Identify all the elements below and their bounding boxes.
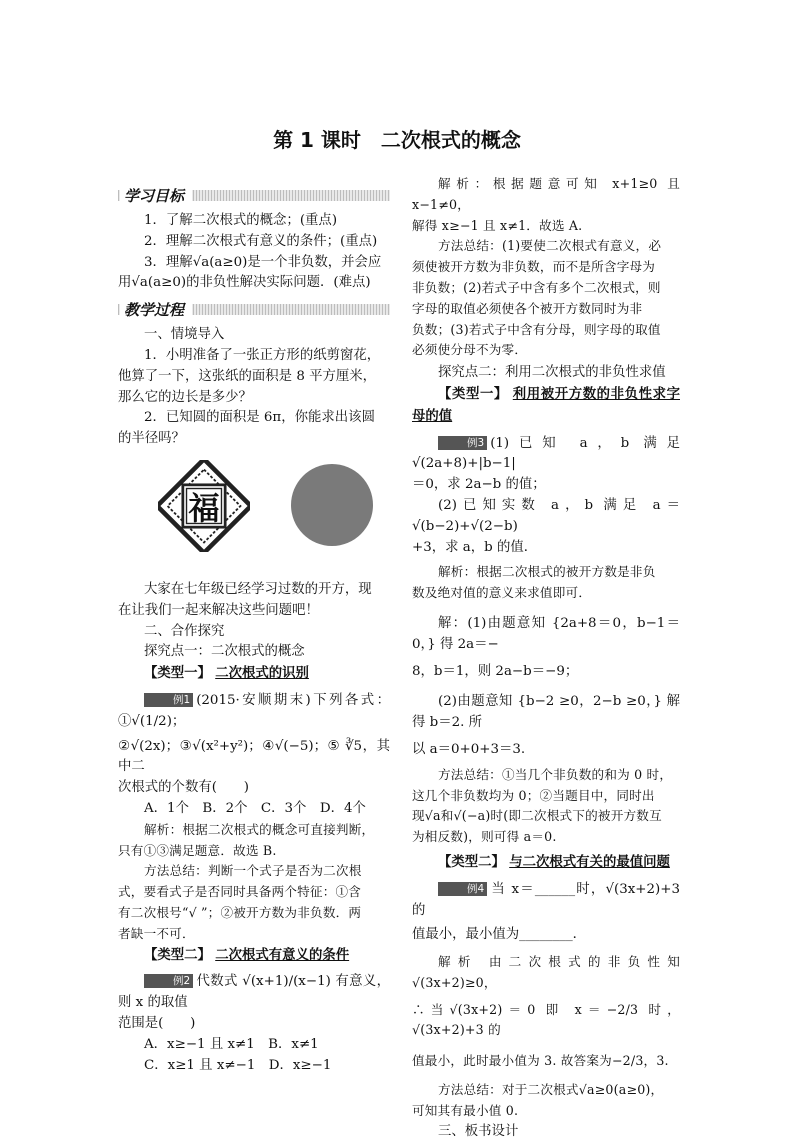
section-header-process: [118, 300, 390, 319]
type-title: 利用被开方数的非负性求字母的值: [412, 385, 680, 424]
example-3-analysis-2: 数及绝对值的意义来求值即可．: [412, 585, 592, 601]
example-3-line-1: [412, 434, 680, 476]
left-column: [118, 186, 390, 1076]
example-3-line-2: ＝0，求 2a−b 的值；: [412, 477, 546, 493]
example-2-summary-5: 负数；(3)若式子中含有分母，则字母的取值: [412, 321, 661, 337]
intro-line-5: 的半径吗？: [118, 431, 185, 447]
section-label: 学习目标: [120, 185, 192, 206]
example-1-line-2: ②√(2x)；③√(x²+y²)；④√(−5)；⑤ ∛5，其中二: [118, 738, 390, 775]
example-1-summary-3: 有二次根号“√ ”；②被开方数为非负数．两: [118, 904, 362, 920]
type-4-heading: [412, 852, 680, 874]
type-title: 与二次根式有关的最值问题: [509, 853, 670, 870]
example-2-solution-1: 解析：根据题意可知 x+1≥0 且 x−1≠0，: [412, 176, 680, 212]
example-1-line-1: [118, 691, 390, 733]
circle-image: [291, 464, 373, 546]
right-column: [412, 174, 680, 1142]
example-3-analysis-1: 解析：根据二次根式的被开方数是非负: [438, 564, 656, 580]
section-label: 教学过程: [120, 299, 192, 320]
example-4-solution-1: 解析 由二次根式的非负性知√(3x+2)≥0，: [412, 954, 680, 990]
example-3-summary-2: 这几个非负数均为 0；②当题目中，同时出: [412, 787, 655, 803]
example-1-line-3: 次根式的个数有( ): [118, 780, 249, 796]
example-1-options: A．1个 B．2个 C．3个 D．4个: [144, 800, 366, 816]
goal-3-cont: 用√a(a≥0)的非负性解决实际问题．(难点): [118, 275, 371, 291]
example-2-summary-2: 须使被开方数为非负数，而不是所含字母为: [412, 259, 656, 275]
after-image-line-1: 大家在七年级已经学习过数的开方，现: [144, 581, 372, 597]
illustrations: [118, 458, 390, 576]
example-2-summary-4: 字母的取值必须使各个被开方数同时为非: [412, 300, 643, 316]
board-design-heading: 三、板书设计: [438, 1123, 519, 1139]
goal-2: 2．理解二次根式有意义的条件；(重点): [144, 233, 378, 249]
example-1-solution-1: 解析：根据二次根式的概念可直接判断，: [144, 821, 375, 837]
example-tag: 例1: [144, 693, 193, 707]
type-tag: 【类型一】: [438, 385, 508, 402]
section-header-goals: [118, 186, 390, 205]
example-tag: 例2: [144, 974, 193, 988]
type-1-heading: [118, 663, 390, 685]
type-tag: 【类型一】: [144, 665, 211, 682]
type-tag: 【类型二】: [144, 946, 211, 963]
type-3-heading: [412, 384, 680, 428]
type-tag: 【类型二】: [438, 853, 505, 870]
example-text: 当 x＝______时，√(3x+2)+3 的: [412, 881, 680, 918]
intro-heading: 一、情境导入: [144, 327, 225, 343]
example-2-option-2: C．x≥1 且 x≠−1 D．x≥−1: [144, 1057, 332, 1073]
papercut-window-image: [158, 460, 250, 552]
papercut-character: 福: [188, 490, 220, 527]
example-text: 代数式 √(x+1)/(x−1) 有意义，则 x 的取值: [118, 974, 390, 1011]
example-text: (1)已知 a，b 满足√(2a+8)+|b−1|: [412, 435, 680, 472]
example-text: (2015·安顺期末)下列各式：①√(1/2)；: [118, 692, 390, 729]
intro-line-3: 那么它的边长是多少？: [118, 389, 252, 405]
example-1-summary-1: 方法总结：判断一个式子是否为二次根: [144, 863, 362, 879]
example-4-solution-3: 值最小，此时最小值为 3. 故答案为−2/3，3.: [412, 1053, 669, 1069]
example-tag: 例4: [438, 882, 487, 896]
intro-line-2: 他算了一下，这张纸的面积是 8 平方厘米，: [118, 368, 377, 384]
example-1-solution-2: 只有①③满足题意．故选 B.: [118, 842, 277, 858]
example-2-line-2: 范围是( ): [118, 1015, 196, 1031]
point-1-heading: 探究点一：二次根式的概念: [144, 644, 305, 660]
example-3-answer-1: 解：(1)由题意知 {2a+8＝0，b−1＝0，} 得 2a＝−: [412, 615, 680, 652]
goal-3: 3．理解√a(a≥0)是一个非负数，并会应: [144, 254, 382, 270]
example-3-summary-1: 方法总结：①当几个非负数的和为 0 时，: [438, 766, 673, 782]
example-3-summary-4: 为相反数)，则可得 a＝0.: [412, 829, 557, 845]
example-2-summary-6: 必须使分母不为零．: [412, 342, 528, 358]
example-2-summary-1: 方法总结：(1)要使二次根式有意义，必: [438, 238, 662, 254]
example-3-line-3: (2)已知实数 a，b 满足 a＝√(b−2)+√(2−b): [412, 497, 680, 534]
page-title: 第 1 课时 二次根式的概念: [273, 128, 521, 152]
goal-1: 1．了解二次根式的概念；(重点): [144, 213, 338, 228]
example-2-line-1: [118, 972, 390, 1014]
example-2-summary-3: 非负数；(2)若式子中含有多个二次根式，则: [412, 279, 661, 295]
example-4-line-1: [412, 880, 680, 922]
example-4-summary-2: 可知其有最小值 0.: [412, 1102, 519, 1118]
example-1-summary-4: 者缺一不可．: [118, 925, 195, 941]
example-tag: 例3: [438, 436, 487, 450]
example-4-summary-1: 方法总结：对于二次根式√a≥0(a≥0)，: [438, 1082, 664, 1098]
example-2-option-1: A．x≥−1 且 x≠1 B．x≠1: [144, 1036, 319, 1052]
example-3-summary-3: 现√a和√(−a)时(即二次根式下的被开方数互: [412, 808, 662, 824]
example-3-answer-4: 以 a＝0+0+3＝3.: [412, 741, 526, 757]
example-4-line-2: 值最小，最小值为________．: [412, 927, 587, 943]
point-2-heading: 探究点二：利用二次根式的非负性求值: [438, 365, 666, 381]
intro-line-1: 1．小明准备了一张正方形的纸剪窗花，: [144, 347, 381, 363]
example-2-solution-2: 解得 x≥−1 且 x≠1．故选 A.: [412, 217, 583, 233]
example-3-line-4: +3，求 a，b 的值．: [412, 539, 538, 555]
example-4-solution-2: ∴当√(3x+2)＝0 即 x＝−2/3 时，√(3x+2)+3 的: [412, 1001, 680, 1038]
intro-line-4: 2．已知圆的面积是 6π，你能求出该圆: [144, 410, 375, 426]
example-1-summary-2: 式，要看式子是否同时具备两个特征：①含: [118, 884, 362, 900]
type-title: 二次根式有意义的条件: [215, 946, 350, 963]
example-3-answer-2: 8，b＝1，则 2a−b＝−9；: [412, 663, 579, 679]
after-image-line-2: 在让我们一起来解决这些问题吧！: [118, 602, 319, 618]
type-2-heading: [118, 945, 390, 967]
example-3-answer-3: (2)由题意知 {b−2 ≥0，2−b ≥0，} 解得 b＝2. 所: [412, 694, 680, 731]
coop-heading: 二、合作探究: [144, 623, 225, 639]
type-title: 二次根式的识别: [215, 665, 309, 682]
